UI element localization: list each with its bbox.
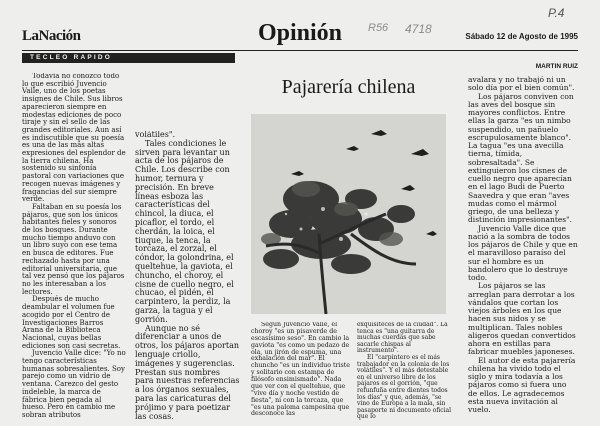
paragraph: Todavía no conozco todo lo que escribió Juvencio Valle, uno de los poetas insignes de Chile. Sus libros aparecieron siempre en modestas ediciones de poco tiraje y sin el sello de las grandes editoriales. Aun así es indiscutible que su poesía es una de las más altas expresiones del esplendor de la tierra chilena. Ha sostenido su sinfonía pastoral con variaciones que recogen nuevas imágenes y fragancias del sur siempre verde. bbox=[22, 73, 126, 204]
paragraph: exquisiteces de la ciudad". La tenca es "una guitarra de muchas cuerdas que sabe sacarle chispas al instrumento". bbox=[357, 322, 448, 355]
text-column-4 bbox=[357, 322, 453, 421]
paragraph: Juvencio Valle dice: "Yo no tengo características humanas sobresalientes. Soy parejo como un vidrio de ventana. Carezco del gesto indeleble, la marca de fábrica bien pegada al hueso. Pero en cambio me sobran atributos bbox=[22, 349, 126, 419]
header-rule bbox=[22, 50, 578, 51]
column-band-label: TECLEO RAPIDO bbox=[30, 54, 113, 61]
column-band bbox=[22, 53, 235, 63]
paragraph: El autor de esta pajarería chilena ha vivido todo el siglo y mira todavía a los pájaros como si fuera uno de ellos. Le agradecemos esta nueva invitación al vuelo. bbox=[468, 355, 576, 414]
paragraph: Aunque no sé diferenciar a unos de otros, los pájaros aportan lenguaje criollo, imágenes y sugerencias. Prestan sus nombres para nuestras referencias a los órganos sexuales, para las caricaturas del prójimo y para poetizar las cosas. bbox=[135, 323, 240, 421]
text-column-5 bbox=[468, 76, 578, 414]
handwritten-mark-1: R56 bbox=[368, 22, 389, 34]
paragraph: Los pájaros se las arreglan para derrotar a los vándalos que cortan los viejos árboles en los que hacen sus nidos y se multiplican. Tales nobles aligeros quedan convertidos ahora en estillas para fabricar muebles japoneses. bbox=[468, 281, 576, 357]
text-column-2 bbox=[135, 131, 240, 421]
paragraph: Según Juvencio Valle, el choroy "es un pisaverde de escasísimo seso". En cambio la gaviota "es como un pedazo de ola, un jirón de espuma, una exhalación del mar". El chuncho "es un individuo triste y solitario con estampa de filósofo ensimismado". Nada que ver con el queltehue, que "vive día y noche vestido de fiesta", ni con la torcaza, que "es una paloma campesina que desconoce las bbox=[251, 322, 350, 418]
author-byline: MARTIN RUIZ bbox=[535, 63, 578, 70]
issue-date: Sábado 12 de Agosto de 1995 bbox=[465, 32, 578, 41]
article-photo bbox=[251, 114, 446, 314]
birds-in-tree-illustration bbox=[251, 114, 446, 314]
paragraph: El "carpintero es el más trabajador en la colonia de los volátiles". Y el más detestable en el universo libre de los pájaros es el gorrión, "que refunfuña entre dientes todos los días" y que, además, "se vino de Europa a la mala, sin pasaporte ni documento oficial que lo bbox=[357, 353, 452, 421]
handwritten-mark-3: P.4 bbox=[548, 6, 565, 20]
paragraph: volátiles". bbox=[135, 131, 176, 139]
text-column-3 bbox=[251, 322, 351, 418]
paragraph: Tales condiciones le sirven para levantar un acta de los pájaros de Chile. Los describe con humor, ternura y precisión. En breve líneas esboza las características del chincol, la diuca, el picaflor, el tordo, el cherdán, la loica, el tiuque, la tenca, la torcaza, el zorzal, el cóndor, la golondrina, el queltehue, la gaviota, el chuncho, el choroy, el cisne de cuello negro, el chucao, el pidén, el carpintero, la perdiz, la garza, la tagua y el gorrión. bbox=[135, 138, 234, 324]
paragraph: Los pájaros conviven con las aves del bosque sin mayores conflictos. Entre ellas la garza "es un nimbo suspendido, un pañuelo escrupulosamente blanco". La tagua "es una avecilla tierna, tímida, sobresaltada". Se extinguieron los cisnes de cuello negro que aparecían en el lago Budi de Puerto Saavedra y que eran "aves mudas como el mármol griego, de una belleza y distinción impresionantes". bbox=[468, 91, 574, 225]
masthead bbox=[0, 22, 600, 48]
text-column-1 bbox=[22, 73, 126, 420]
paragraph: avalara y no trabajó ni un solo día por el bien común". bbox=[468, 76, 575, 93]
paragraph: Faltaban en su poesía los pájaros, que son los únicos habitantes fieles y sonoros de los bosques. Durante mucho tiempo anduvo con un libro suyo con ese tema en busca de editores. Fue rechazado hasta por una editorial universitaria, que tal vez pensó que los pájaros no les interesaban a los lectores. bbox=[22, 202, 125, 296]
paragraph: Juvencio Valle dice que nació a la sombra de todos los pájaros de Chile y que en el maravilloso paraíso del sur el hombre es un bandolero que lo destruye todo. bbox=[468, 223, 578, 282]
handwritten-mark-2: 4718 bbox=[405, 22, 432, 36]
paragraph: Después de mucho deambular el volumen fue acogido por el Centro de Investigaciones Barros Arana de la Biblioteca Nacional, cuyas bellas ediciones son casi secretas. bbox=[22, 295, 121, 350]
section-title: Opinión bbox=[257, 20, 343, 46]
newspaper-logo: LaNación bbox=[22, 28, 81, 44]
article-title: Pajarería chilena bbox=[281, 76, 416, 98]
